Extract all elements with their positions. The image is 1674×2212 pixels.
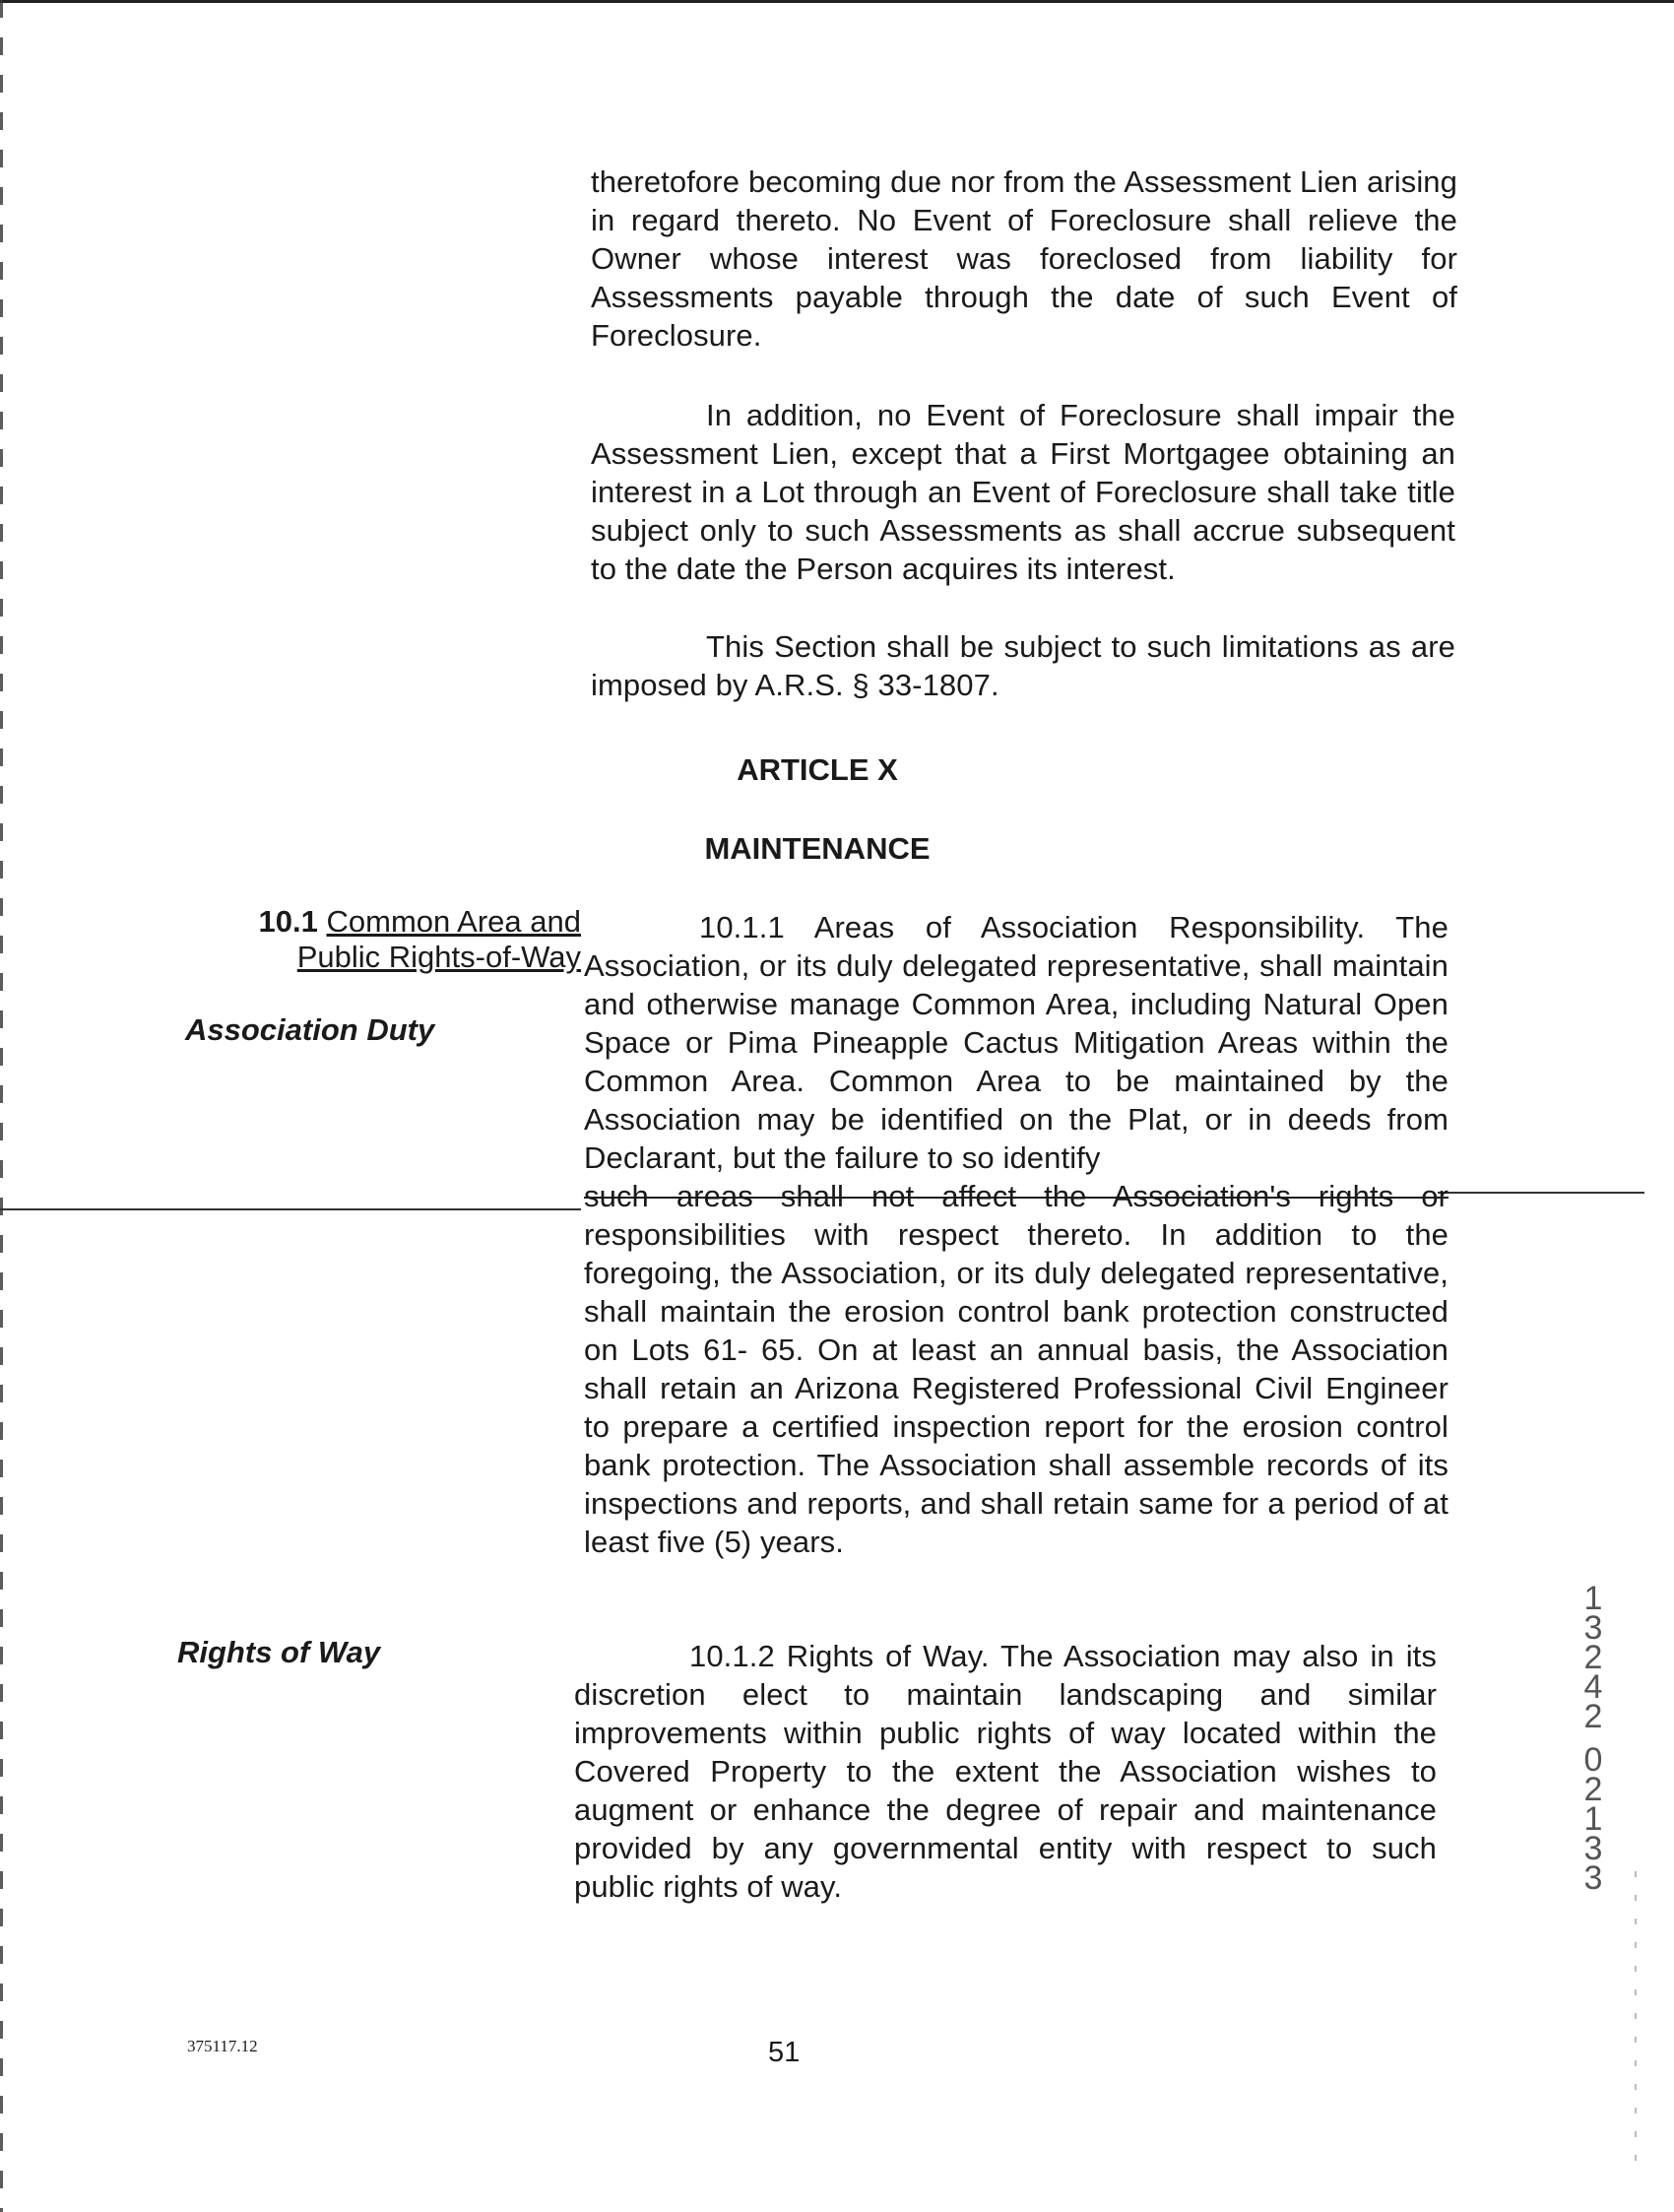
footer-page-number: 51 bbox=[768, 2037, 801, 2068]
scan-left-edge bbox=[0, 0, 3, 2212]
section-title-line1: Common Area and bbox=[326, 904, 581, 939]
stamp-char: 1 bbox=[1583, 1580, 1603, 1617]
paragraph-10-1-1-struck-line: such areas shall not affect the Association's rights or bbox=[584, 1179, 1449, 1213]
stamp-char: 2 bbox=[1583, 1771, 1603, 1808]
stamp-char: 3 bbox=[1583, 1609, 1603, 1647]
article-number: ARTICLE X bbox=[737, 752, 898, 787]
stamp-char: 3 bbox=[1583, 1859, 1603, 1897]
article-title: MAINTENANCE bbox=[704, 831, 931, 866]
scan-fold-line-left bbox=[0, 1208, 581, 1210]
paragraph-10-1-1-part1: 10.1.1 Areas of Association Responsibility. The Association, or its duly delegated representative, shall maintain and otherwise manage Common Area, including Natural Open Space or Pima Pineapple Cactus Mitigation Areas within the Common Area. Common Area to be maintained by the Association may be identified on the Plat, or in deeds from Declarant, but the failure to so identify bbox=[584, 910, 1449, 1175]
paragraph-10-1-1 bbox=[584, 908, 1449, 1561]
section-title-line2: Public Rights-of-Way bbox=[296, 940, 581, 974]
label-association-duty: Association Duty bbox=[185, 1012, 435, 1047]
scan-right-edge bbox=[1635, 1871, 1637, 2167]
footer-doc-code: 375117.12 bbox=[187, 2037, 258, 2055]
paragraph-limitations: This Section shall be subject to such limitations as are imposed by A.R.S. § 33-1807. bbox=[591, 629, 1455, 702]
scan-fold-line-right bbox=[1438, 1192, 1644, 1194]
stamp-char: 3 bbox=[1583, 1830, 1603, 1867]
stamp-char: 0 bbox=[1583, 1741, 1603, 1779]
stamp-char: 4 bbox=[1583, 1668, 1603, 1706]
stamp-char: 2 bbox=[1583, 1698, 1603, 1735]
label-rights-of-way: Rights of Way bbox=[177, 1635, 381, 1669]
paragraph-10-1-2: 10.1.2 Rights of Way. The Association may also in its discretion elect to maintain landscaping and similar improvements within public rights of way located within the Covered Property to the extent the Association wishes to augment or enhance the degree of repair and maintenance provided by any governmental entity with respect to such public rights of way. bbox=[574, 1639, 1437, 1904]
scan-top-border bbox=[0, 0, 1674, 3]
recording-stamp bbox=[1576, 1580, 1611, 1897]
paragraph-continuation: theretofore becoming due nor from the Assessment Lien arising in regard thereto. No Event of Foreclosure shall relieve the Owner whose interest was foreclosed from liability for Assessments payable through the date of such Event of Foreclosure. bbox=[591, 164, 1457, 353]
paragraph-10-1-1-part2: responsibilities with respect thereto. In addition to the foregoing, the Association, or its duly delegated representative, shall maintain the erosion control bank protection constructed on Lots 61- 65. On at least an annual basis, the Association shall retain an Arizona Registered Professional Civil Engineer to prepare a certified inspection report for the erosion control bank protection. The Association shall assemble records of its inspections and reports, and shall retain same for a period of at least five (5) years. bbox=[584, 1217, 1449, 1559]
paragraph-addition: In addition, no Event of Foreclosure shall impair the Assessment Lien, except that a First Mortgagee obtaining an interest in a Lot through an Event of Foreclosure shall take title subject only to such Assessments as shall accrue subsequent to the date the Person acquires its interest. bbox=[591, 398, 1455, 586]
stamp-char: 1 bbox=[1583, 1800, 1603, 1838]
section-heading-10-1 bbox=[187, 904, 581, 975]
stamp-char: 2 bbox=[1583, 1639, 1603, 1676]
section-number: 10.1 bbox=[258, 904, 318, 939]
